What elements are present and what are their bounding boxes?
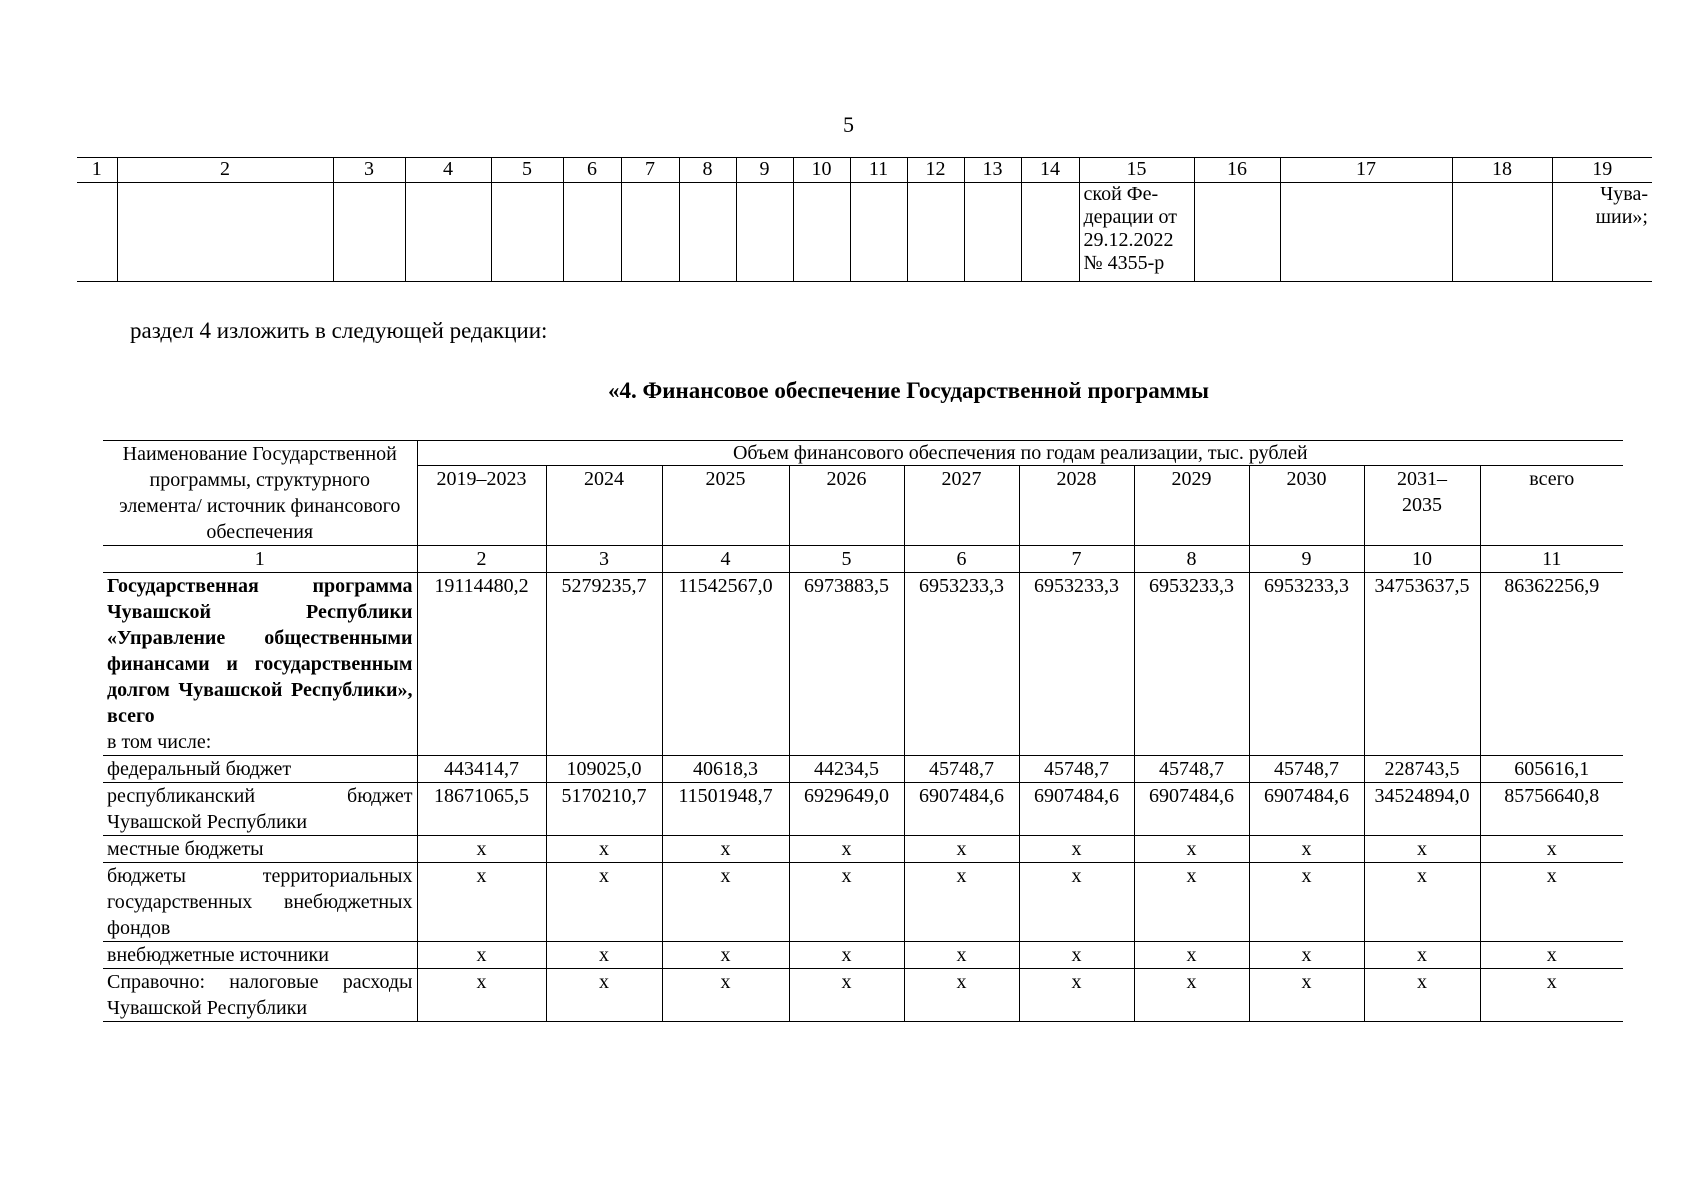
- continuation-col-number: 11: [850, 158, 907, 183]
- cell-value: x: [1480, 942, 1623, 969]
- cell-value: 45748,7: [904, 756, 1019, 783]
- continuation-header-row: [77, 158, 1652, 183]
- row-name-text: Справочно: налоговые расходы Чувашской Республики: [107, 971, 413, 1019]
- row-name-text: федеральный бюджет: [107, 758, 292, 780]
- cell-value: x: [904, 942, 1019, 969]
- col19-text: Чува- шии»;: [1552, 183, 1652, 282]
- cell-value: x: [789, 863, 904, 942]
- year-header: 2029: [1134, 466, 1249, 546]
- column-number: 11: [1480, 546, 1623, 573]
- column-number: 2: [417, 546, 546, 573]
- year-header: 2028: [1019, 466, 1134, 546]
- cell-value: x: [789, 836, 904, 863]
- cell-value: x: [1019, 836, 1134, 863]
- cell-value: x: [546, 969, 662, 1022]
- table-row: [103, 942, 1623, 969]
- cell-value: x: [1019, 863, 1134, 942]
- volume-header: Объем финансового обеспечения по годам реализации, тыс. рублей: [417, 441, 1623, 466]
- year-header: 2030: [1249, 466, 1364, 546]
- cell-value: x: [1249, 863, 1364, 942]
- cell-value: x: [904, 969, 1019, 1022]
- column-number: 5: [789, 546, 904, 573]
- cell-value: 44234,5: [789, 756, 904, 783]
- col15-text: ской Фе- дерации от 29.12.2022 № 4355-р: [1079, 183, 1194, 282]
- column-number: 4: [662, 546, 789, 573]
- cell-value: 19114480,2: [417, 573, 546, 756]
- cell-value: x: [1364, 836, 1480, 863]
- continuation-body-row: [77, 183, 1652, 282]
- cell-value: 86362256,9: [1480, 573, 1623, 756]
- column-number: 3: [546, 546, 662, 573]
- table-row: [103, 573, 1623, 756]
- cell-value: x: [1480, 836, 1623, 863]
- row-name-text: внебюджетные источники: [107, 944, 329, 966]
- intro-text: раздел 4 изложить в следующей редакции:: [130, 318, 548, 343]
- column-number: 10: [1364, 546, 1480, 573]
- cell-value: 11501948,7: [662, 783, 789, 836]
- cell-value: 6953233,3: [1249, 573, 1364, 756]
- row-name: [103, 969, 417, 1022]
- year-header: 2031– 2035: [1364, 466, 1480, 546]
- cell-value: 18671065,5: [417, 783, 546, 836]
- cell-value: 605616,1: [1480, 756, 1623, 783]
- row-name: [103, 942, 417, 969]
- cell-value: 6907484,6: [1249, 783, 1364, 836]
- row-name-text: Государственная программа Чувашской Республики «Управление общественными финансами и государственным долгом Чувашской Республики», всего: [107, 575, 413, 727]
- cell-value: x: [1019, 942, 1134, 969]
- cell-value: x: [1249, 942, 1364, 969]
- continuation-col-number: 19: [1552, 158, 1652, 183]
- cell-value: 6953233,3: [1019, 573, 1134, 756]
- cell-value: 228743,5: [1364, 756, 1480, 783]
- cell-value: x: [417, 863, 546, 942]
- row-name-text: республиканский бюджет Чувашской Республики: [107, 785, 413, 833]
- cell-value: 40618,3: [662, 756, 789, 783]
- cell-value: 6953233,3: [1134, 573, 1249, 756]
- cell-value: 45748,7: [1249, 756, 1364, 783]
- cell-value: x: [662, 836, 789, 863]
- continuation-col-number: 10: [793, 158, 850, 183]
- cell-value: 85756640,8: [1480, 783, 1623, 836]
- cell-value: x: [662, 942, 789, 969]
- continuation-col-number: 3: [333, 158, 405, 183]
- row-name-text: бюджеты территориальных государственных внебюджетных фондов: [107, 865, 413, 939]
- cell-value: x: [417, 836, 546, 863]
- continuation-col-number: 1: [77, 158, 117, 183]
- cell-value: x: [417, 942, 546, 969]
- year-header: 2024: [546, 466, 662, 546]
- cell-value: 5170210,7: [546, 783, 662, 836]
- row-name: [103, 836, 417, 863]
- cell-value: x: [1480, 969, 1623, 1022]
- section-title: «4. Финансовое обеспечение Государственной программы: [608, 378, 1209, 403]
- table-row: [103, 756, 1623, 783]
- continuation-col-number: 9: [736, 158, 793, 183]
- cell-value: x: [546, 836, 662, 863]
- continuation-table: [77, 157, 1652, 282]
- year-header: 2019–2023: [417, 466, 546, 546]
- cell-value: 6907484,6: [1019, 783, 1134, 836]
- cell-value: x: [546, 863, 662, 942]
- column-number: 1: [103, 546, 417, 573]
- row-name-text: местные бюджеты: [107, 838, 264, 860]
- table-row: [103, 783, 1623, 836]
- cell-value: x: [1134, 969, 1249, 1022]
- cell-value: x: [417, 969, 546, 1022]
- continuation-col-number: 17: [1280, 158, 1452, 183]
- column-number-row: [103, 546, 1623, 573]
- cell-value: 34524894,0: [1364, 783, 1480, 836]
- cell-value: x: [1364, 863, 1480, 942]
- cell-value: x: [789, 969, 904, 1022]
- year-header: 2025: [662, 466, 789, 546]
- continuation-col-number: 2: [117, 158, 333, 183]
- row-name: [103, 573, 417, 756]
- cell-value: 6953233,3: [904, 573, 1019, 756]
- cell-value: x: [1134, 863, 1249, 942]
- column-number: 8: [1134, 546, 1249, 573]
- cell-value: 34753637,5: [1364, 573, 1480, 756]
- table-row: [103, 836, 1623, 863]
- cell-value: x: [662, 969, 789, 1022]
- cell-value: x: [1364, 969, 1480, 1022]
- cell-value: 45748,7: [1019, 756, 1134, 783]
- continuation-col-number: 5: [491, 158, 563, 183]
- cell-value: x: [1249, 836, 1364, 863]
- year-header: 2026: [789, 466, 904, 546]
- row-subtitle: в том числе:: [107, 731, 212, 753]
- table-row: [103, 969, 1623, 1022]
- cell-value: 6973883,5: [789, 573, 904, 756]
- continuation-col-number: 4: [405, 158, 491, 183]
- cell-value: x: [1480, 863, 1623, 942]
- cell-value: x: [1249, 969, 1364, 1022]
- cell-value: x: [904, 836, 1019, 863]
- continuation-col-number: 6: [563, 158, 621, 183]
- table-row: [103, 863, 1623, 942]
- continuation-col-number: 13: [964, 158, 1021, 183]
- continuation-col-number: 7: [621, 158, 679, 183]
- cell-value: x: [546, 942, 662, 969]
- cell-value: 6907484,6: [904, 783, 1019, 836]
- cell-value: 6907484,6: [1134, 783, 1249, 836]
- cell-value: x: [1019, 969, 1134, 1022]
- year-header: всего: [1480, 466, 1623, 546]
- cell-value: x: [662, 863, 789, 942]
- cell-value: 109025,0: [546, 756, 662, 783]
- row-name: [103, 863, 417, 942]
- continuation-col-number: 12: [907, 158, 964, 183]
- finance-table: [103, 440, 1623, 1022]
- cell-value: 45748,7: [1134, 756, 1249, 783]
- cell-value: x: [789, 942, 904, 969]
- cell-value: x: [1364, 942, 1480, 969]
- cell-value: x: [1134, 942, 1249, 969]
- cell-value: 6929649,0: [789, 783, 904, 836]
- continuation-col-number: 15: [1079, 158, 1194, 183]
- page-number: 5: [843, 112, 854, 137]
- continuation-col-number: 16: [1194, 158, 1280, 183]
- cell-value: x: [904, 863, 1019, 942]
- row-name: [103, 783, 417, 836]
- cell-value: 11542567,0: [662, 573, 789, 756]
- year-header: 2027: [904, 466, 1019, 546]
- name-column-header: Наименование Государственной программы, структурного элемента/ источник финансового обеспечения: [103, 441, 417, 546]
- column-number: 9: [1249, 546, 1364, 573]
- continuation-col-number: 18: [1452, 158, 1552, 183]
- cell-value: 5279235,7: [546, 573, 662, 756]
- continuation-col-number: 14: [1021, 158, 1079, 183]
- column-number: 7: [1019, 546, 1134, 573]
- cell-value: 443414,7: [417, 756, 546, 783]
- column-number: 6: [904, 546, 1019, 573]
- continuation-col-number: 8: [679, 158, 736, 183]
- cell-value: x: [1134, 836, 1249, 863]
- row-name: [103, 756, 417, 783]
